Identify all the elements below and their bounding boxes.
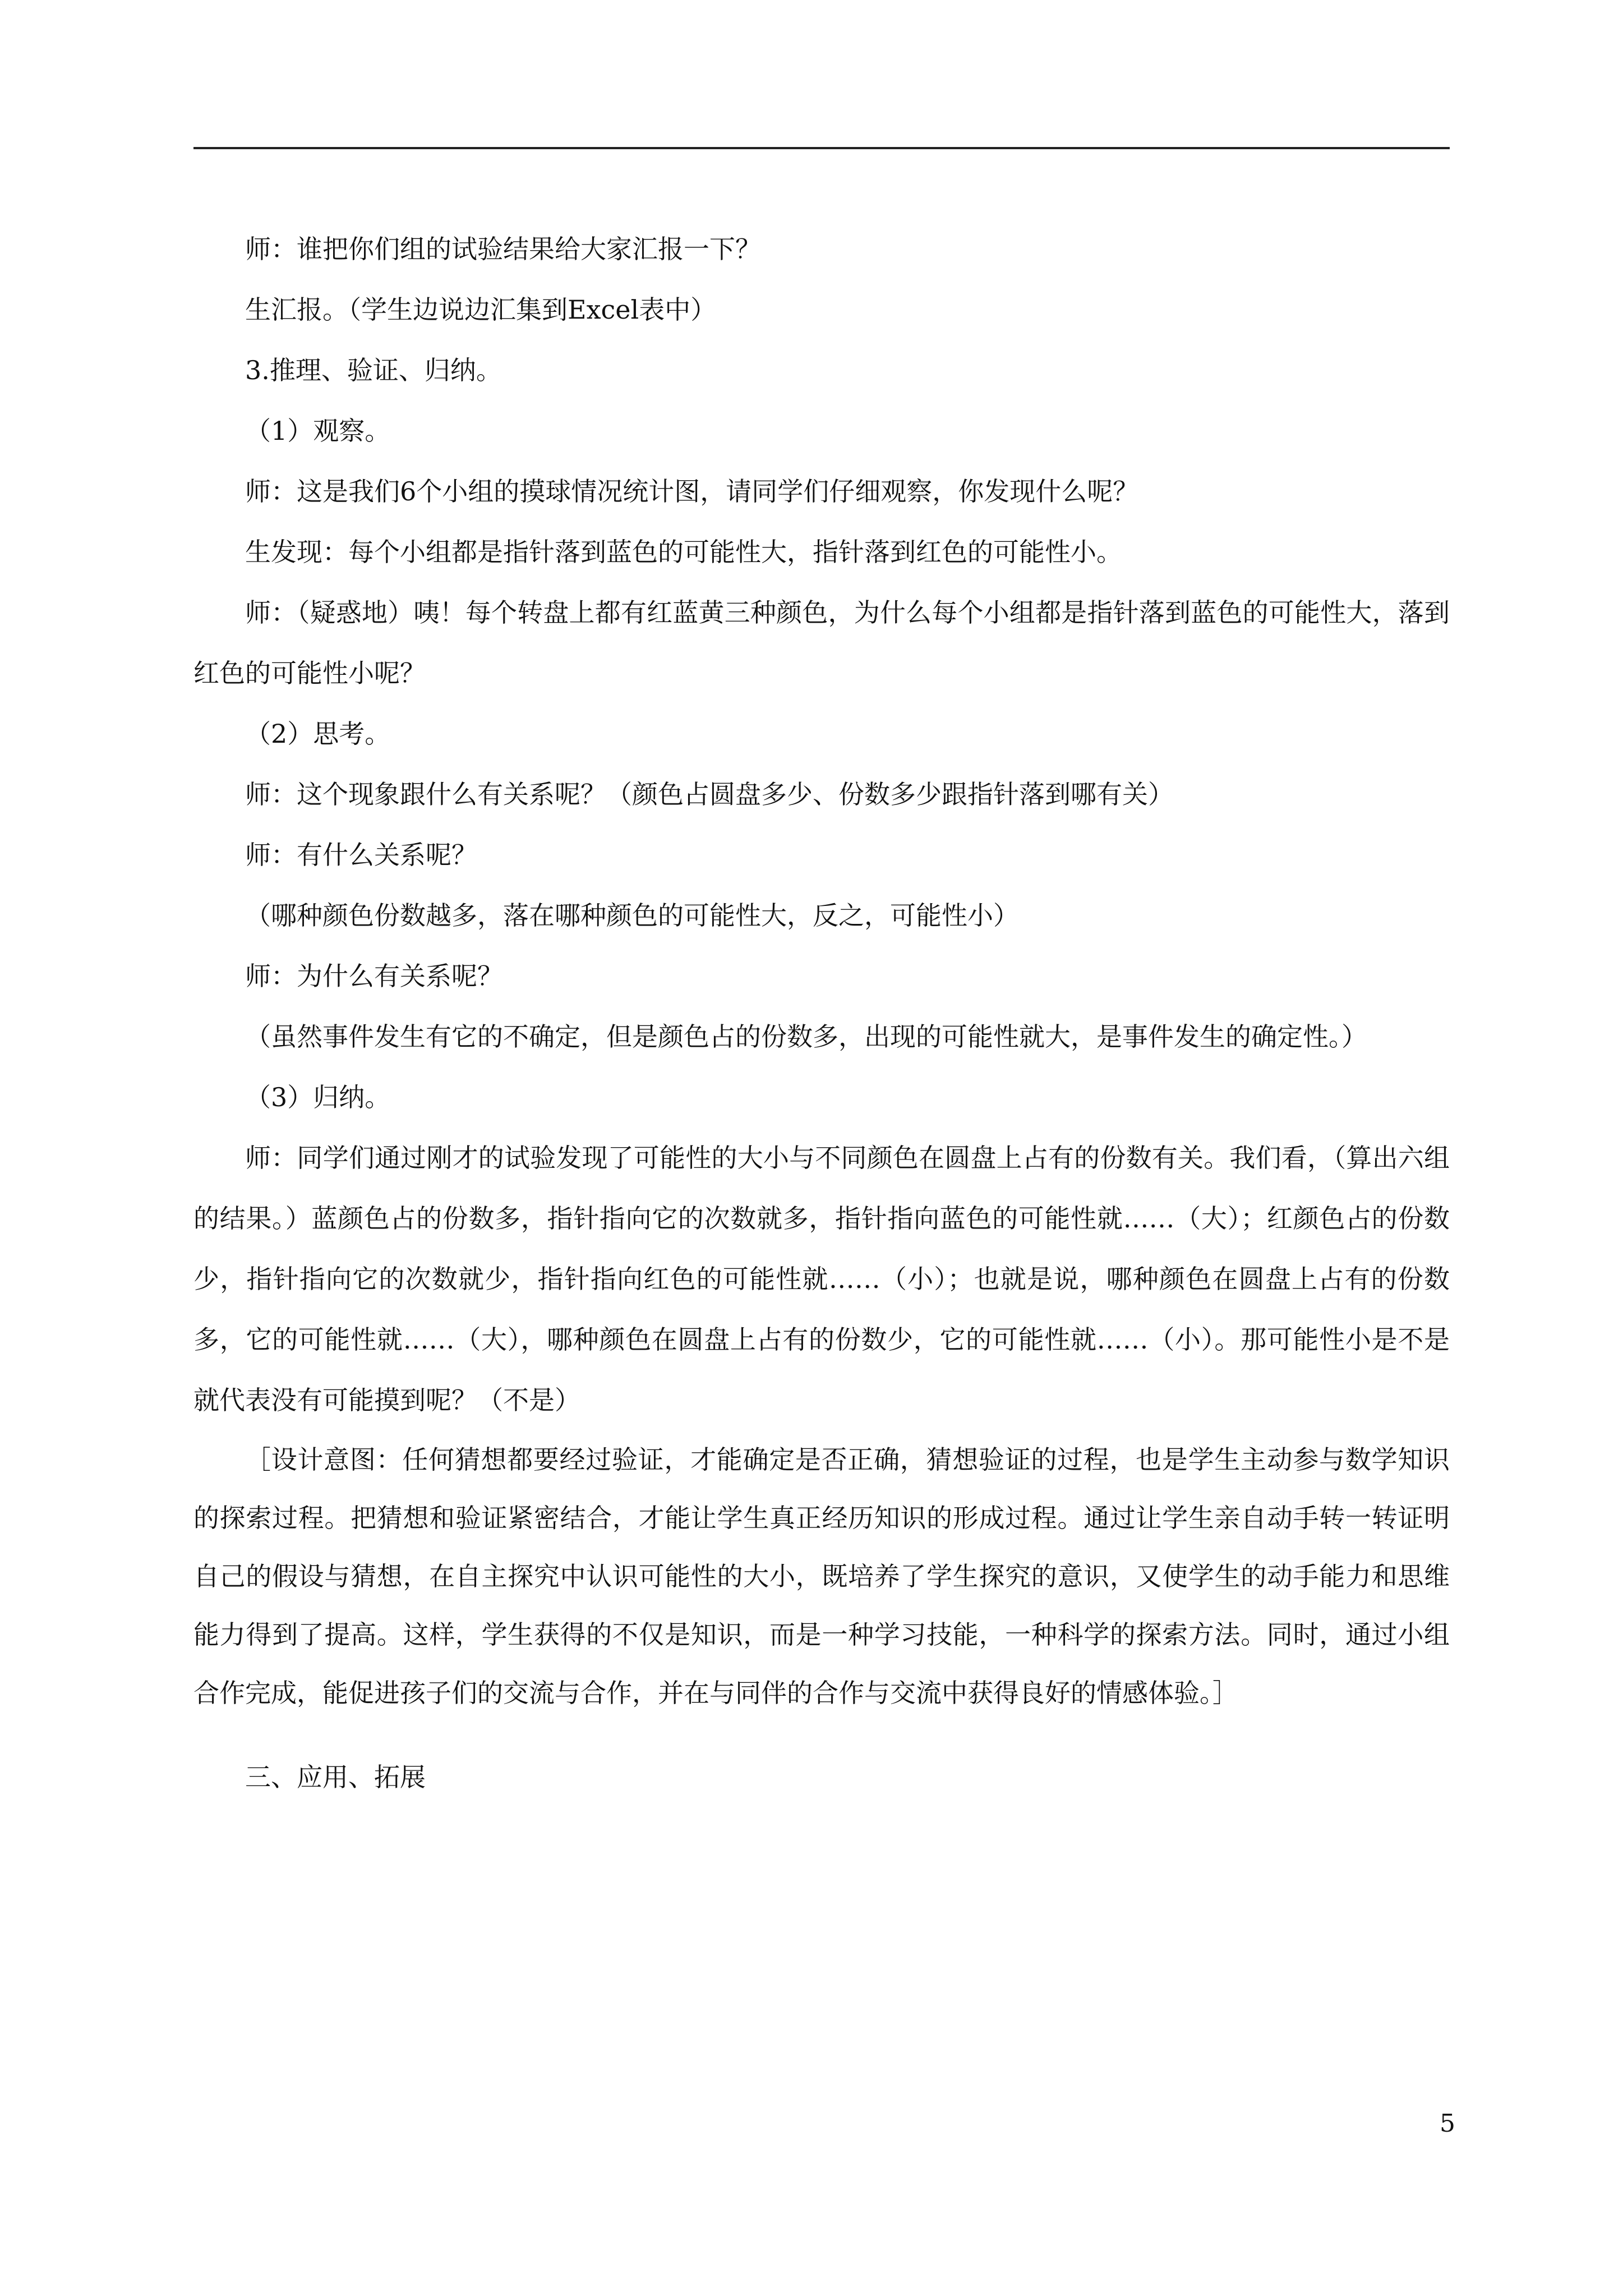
paragraph: 师：同学们通过刚才的试验发现了可能性的大小与不同颜色在圆盘上占有的份数有关。我们看，（算出六组的结果。）蓝颜色占的份数多，指针指向它的次数就多，指针指向蓝色的可能性就……（大）；红颜色占的份数少，指针指向它的次数就少，指针指向红色的可能性就……（小）；也就是说，哪种颜色在圆盘上占有的份数多，它的可能性就……（大），哪种颜色在圆盘上占有的份数少，它的可能性就……（小）。那可能性小是不是就代表没有可能摸到呢？（不是） [193,1143,1450,1415]
paragraph: 生汇报。（学生边说边汇集到Excel表中） [245,295,717,325]
subsection-heading: （3）归纳。 [245,1082,391,1112]
subsection-heading: （1）观察。 [245,416,391,446]
paragraph: 师：为什么有关系呢？ [245,961,503,991]
paragraph: 师：谁把你们组的试验结果给大家汇报一下？ [245,234,761,264]
paragraph: 师：这个现象跟什么有关系呢？（颜色占圆盘多少、份数多少跟指针落到哪有关） [245,779,1174,809]
section-heading: 三、应用、拓展 [245,1762,426,1792]
paragraph: 师：（疑惑地）咦！每个转盘上都有红蓝黄三种颜色，为什么每个小组都是指针落到蓝色的可能性大，落到红色的可能性小呢？ [193,597,1450,688]
page-number: 5 [1440,2109,1455,2138]
paragraph: 师：有什么关系呢？ [245,840,477,870]
subsection-heading: （2）思考。 [245,719,391,749]
paragraph: （哪种颜色份数越多，落在哪种颜色的可能性大，反之，可能性小） [245,900,1019,931]
header-rule [193,147,1450,149]
paragraph: （虽然事件发生有它的不确定，但是颜色占的份数多，出现的可能性就大，是事件发生的确定性。） [245,1022,1367,1052]
paragraph: 师：这是我们6个小组的摸球情况统计图，请同学们仔细观察，你发现什么呢？ [245,476,1139,507]
section-heading: 3.推理、验证、归纳。 [245,355,502,385]
design-intent-note: ［设计意图：任何猜想都要经过验证，才能确定是否正确，猜想验证的过程，也是学生主动参与数学知识的探索过程。把猜想和验证紧密结合，才能让学生真正经历知识的形成过程。通过让学生亲自动手转一转证明自己的假设与猜想，在自主探究中认识可能性的大小，既培养了学生探究的意识，又使学生的动手能力和思维能力得到了提高。这样，学生获得的不仅是知识，而是一种学习技能，一种科学的探索方法。同时，通过小组合作完成，能促进孩子们的交流与合作，并在与同伴的合作与交流中获得良好的情感体验。］ [193,1444,1450,1708]
spacer [193,1722,1450,1747]
document-body [193,219,1450,1807]
paragraph: 生发现：每个小组都是指针落到蓝色的可能性大，指针落到红色的可能性小。 [245,537,1122,567]
